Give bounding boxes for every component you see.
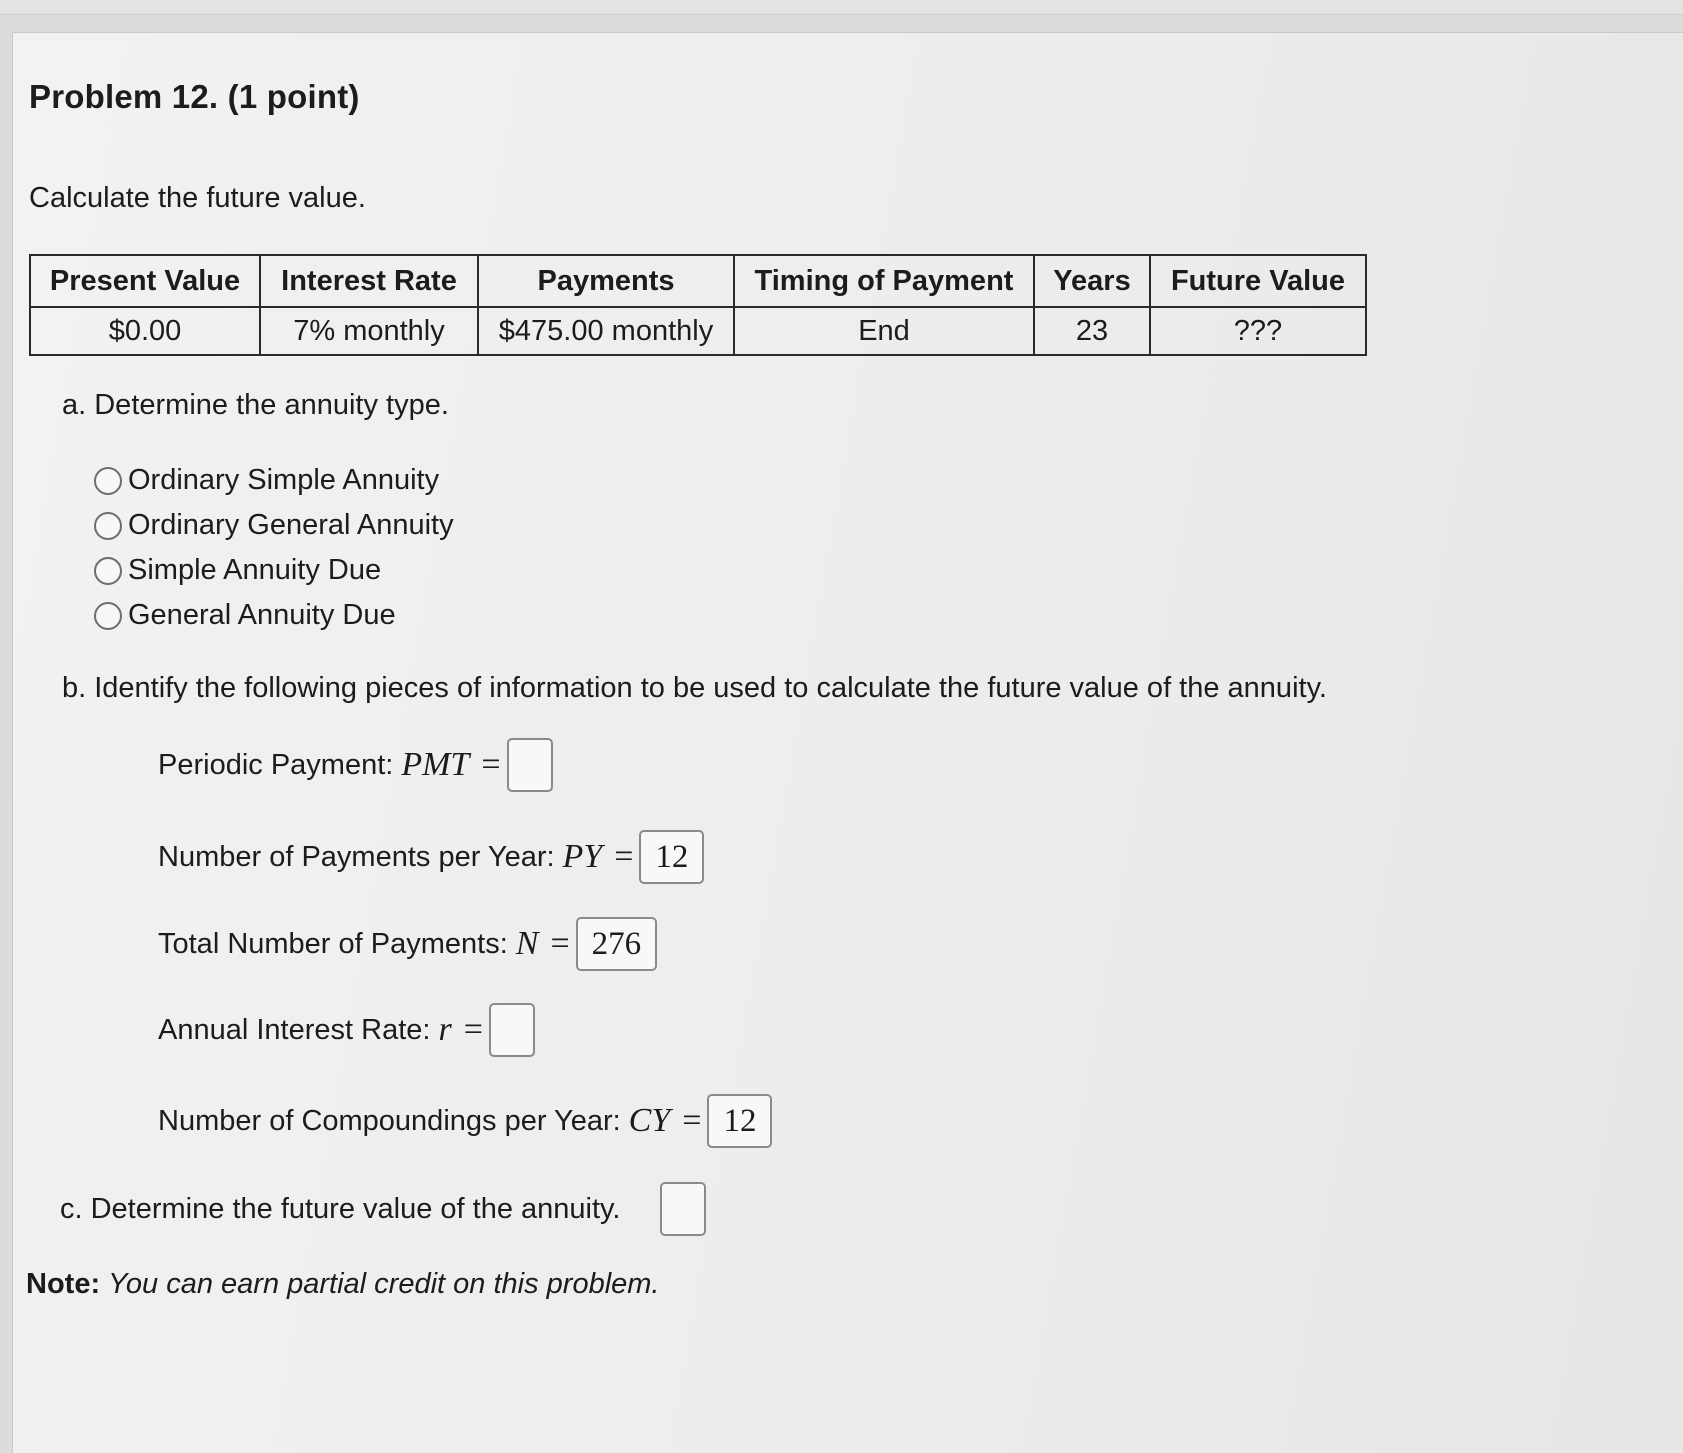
problem-intro: Calculate the future value.: [29, 182, 366, 214]
header-years: Years: [1034, 255, 1150, 307]
header-present-value: Present Value: [30, 255, 260, 307]
option-label: Ordinary Simple Annuity: [128, 464, 440, 496]
option-label: Ordinary General Annuity: [128, 509, 454, 541]
cell-future-value: ???: [1150, 307, 1366, 355]
table-row: [30, 307, 1366, 355]
radio-button[interactable]: [94, 512, 122, 540]
note-label: Note:: [26, 1268, 101, 1300]
field-label: Number of Compoundings per Year:: [158, 1104, 621, 1137]
math-symbol: r: [438, 1011, 452, 1048]
note: [26, 1268, 659, 1301]
math-symbol: N: [515, 925, 539, 962]
cell-years: 23: [1034, 307, 1150, 355]
header-future-value: Future Value: [1150, 255, 1366, 307]
field-r: [158, 1003, 535, 1057]
field-label: Total Number of Payments:: [158, 927, 508, 960]
header-interest-rate: Interest Rate: [260, 255, 478, 307]
table-header-row: [30, 255, 1366, 307]
field-label: Periodic Payment:: [158, 748, 394, 781]
part-a-prompt: a. Determine the annuity type.: [62, 389, 449, 421]
equals-sign: =: [463, 1011, 483, 1048]
math-symbol: CY: [628, 1102, 671, 1139]
equals-sign: =: [682, 1102, 702, 1139]
cell-timing: End: [734, 307, 1034, 355]
header-payments: Payments: [478, 255, 734, 307]
equals-sign: =: [614, 838, 634, 875]
part-c-prompt: c. Determine the future value of the annuity.: [60, 1192, 621, 1225]
field-label: Annual Interest Rate:: [158, 1013, 431, 1046]
radio-button[interactable]: [94, 467, 122, 495]
equals-sign: =: [550, 925, 570, 962]
option-label: General Annuity Due: [128, 599, 396, 631]
r-input[interactable]: [489, 1003, 535, 1057]
problem-title: [29, 78, 360, 116]
future-value-input[interactable]: [660, 1182, 706, 1236]
given-values-table: [29, 254, 1367, 356]
part-b-prompt: b. Identify the following pieces of information to be used to calculate the future value of the annuity.: [62, 672, 1327, 704]
top-bar: [0, 0, 1683, 15]
annuity-type-options: [94, 458, 454, 638]
cell-interest-rate: 7% monthly: [260, 307, 478, 355]
option-ordinary-general[interactable]: [94, 503, 454, 548]
option-ordinary-simple[interactable]: [94, 458, 454, 503]
py-input[interactable]: 12: [639, 830, 704, 884]
radio-button[interactable]: [94, 602, 122, 630]
equals-sign: =: [481, 746, 501, 783]
cy-input[interactable]: 12: [707, 1094, 772, 1148]
n-input[interactable]: 276: [576, 917, 658, 971]
field-cy: [158, 1094, 772, 1148]
radio-button[interactable]: [94, 557, 122, 585]
cell-payments: $475.00 monthly: [478, 307, 734, 355]
field-pmt: [158, 738, 553, 792]
option-simple-due[interactable]: [94, 548, 454, 593]
option-general-due[interactable]: [94, 593, 454, 638]
part-c: [60, 1182, 706, 1236]
note-text: You can earn partial credit on this problem.: [108, 1268, 660, 1300]
cell-present-value: $0.00: [30, 307, 260, 355]
math-symbol: PMT: [401, 746, 470, 783]
option-label: Simple Annuity Due: [128, 554, 382, 586]
field-py: [158, 830, 704, 884]
pmt-input[interactable]: [507, 738, 553, 792]
field-n: [158, 917, 657, 971]
math-symbol: PY: [562, 838, 603, 875]
problem-number: Problem 12.: [29, 78, 219, 115]
header-timing: Timing of Payment: [734, 255, 1034, 307]
problem-points: (1 point): [227, 78, 360, 115]
field-label: Number of Payments per Year:: [158, 840, 555, 873]
